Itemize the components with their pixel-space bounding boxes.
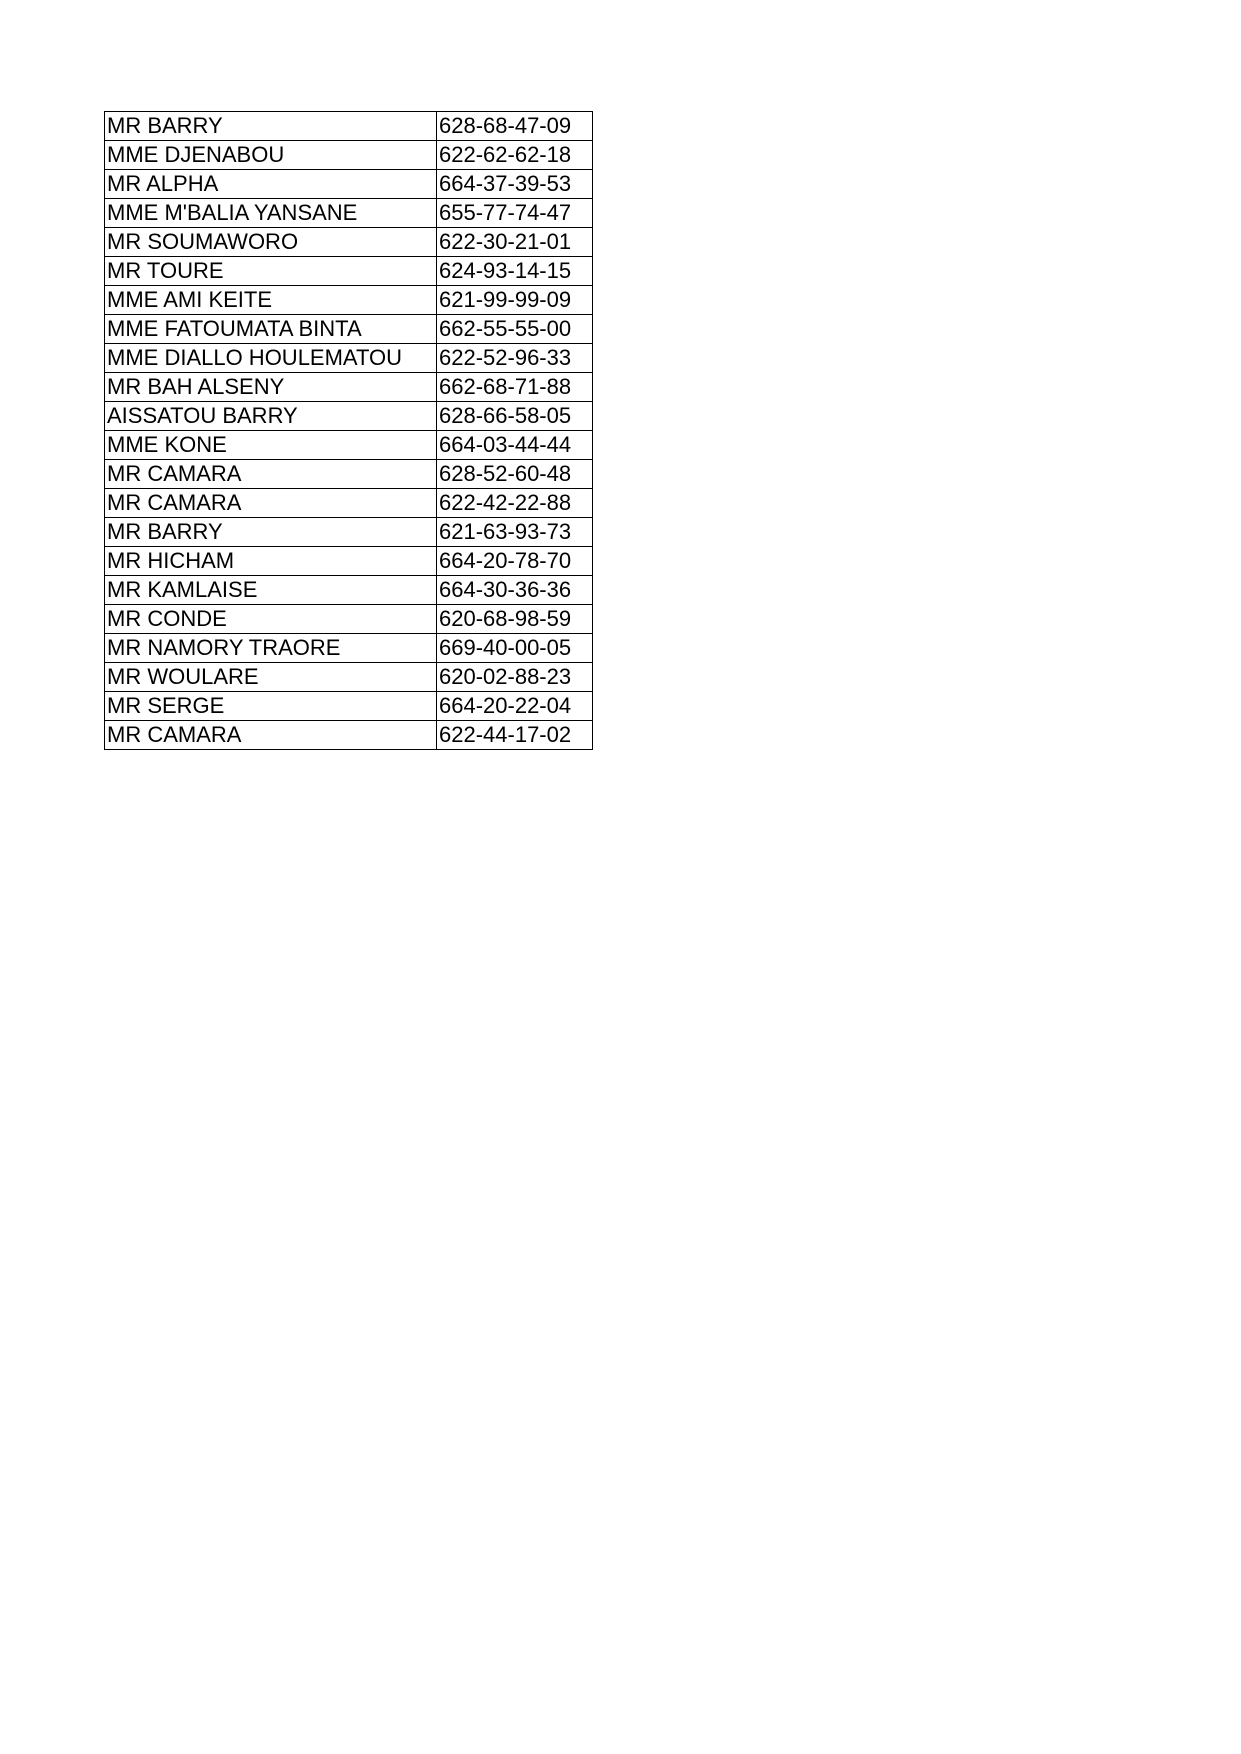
contact-name-cell: AISSATOU BARRY bbox=[105, 402, 437, 431]
contact-name-cell: MR SOUMAWORO bbox=[105, 228, 437, 257]
table-row bbox=[105, 112, 593, 141]
contact-name-cell: MR BARRY bbox=[105, 518, 437, 547]
contact-name-cell: MME DIALLO HOULEMATOU bbox=[105, 344, 437, 373]
contact-phone-cell: 628-68-47-09 bbox=[437, 112, 593, 141]
contact-phone-cell: 622-44-17-02 bbox=[437, 721, 593, 750]
table-row bbox=[105, 199, 593, 228]
contacts-table-body bbox=[105, 112, 593, 750]
contact-phone-cell: 622-62-62-18 bbox=[437, 141, 593, 170]
contact-phone-cell: 664-20-78-70 bbox=[437, 547, 593, 576]
table-row bbox=[105, 460, 593, 489]
contact-name-cell: MR CONDE bbox=[105, 605, 437, 634]
contact-name-cell: MR ALPHA bbox=[105, 170, 437, 199]
contact-name-cell: MR BARRY bbox=[105, 112, 437, 141]
table-row bbox=[105, 431, 593, 460]
contact-name-cell: MME M'BALIA YANSANE bbox=[105, 199, 437, 228]
table-row bbox=[105, 576, 593, 605]
contact-phone-cell: 662-68-71-88 bbox=[437, 373, 593, 402]
contact-phone-cell: 620-68-98-59 bbox=[437, 605, 593, 634]
table-row bbox=[105, 257, 593, 286]
table-row bbox=[105, 315, 593, 344]
contact-name-cell: MR SERGE bbox=[105, 692, 437, 721]
contact-name-cell: MR KAMLAISE bbox=[105, 576, 437, 605]
table-row bbox=[105, 692, 593, 721]
contact-phone-cell: 624-93-14-15 bbox=[437, 257, 593, 286]
contact-phone-cell: 664-37-39-53 bbox=[437, 170, 593, 199]
table-row bbox=[105, 605, 593, 634]
table-row bbox=[105, 489, 593, 518]
contact-name-cell: MR TOURE bbox=[105, 257, 437, 286]
contact-name-cell: MME AMI KEITE bbox=[105, 286, 437, 315]
contact-name-cell: MME KONE bbox=[105, 431, 437, 460]
table-row bbox=[105, 344, 593, 373]
table-row bbox=[105, 141, 593, 170]
contact-name-cell: MR CAMARA bbox=[105, 460, 437, 489]
table-row bbox=[105, 634, 593, 663]
contact-phone-cell: 621-99-99-09 bbox=[437, 286, 593, 315]
contact-phone-cell: 628-52-60-48 bbox=[437, 460, 593, 489]
contact-name-cell: MR HICHAM bbox=[105, 547, 437, 576]
contact-phone-cell: 669-40-00-05 bbox=[437, 634, 593, 663]
contact-name-cell: MR BAH ALSENY bbox=[105, 373, 437, 402]
contacts-table bbox=[104, 111, 593, 750]
contact-phone-cell: 628-66-58-05 bbox=[437, 402, 593, 431]
table-row bbox=[105, 547, 593, 576]
contact-phone-cell: 622-42-22-88 bbox=[437, 489, 593, 518]
contact-phone-cell: 621-63-93-73 bbox=[437, 518, 593, 547]
contact-name-cell: MR WOULARE bbox=[105, 663, 437, 692]
table-row bbox=[105, 228, 593, 257]
contact-phone-cell: 655-77-74-47 bbox=[437, 199, 593, 228]
contact-name-cell: MME DJENABOU bbox=[105, 141, 437, 170]
contact-phone-cell: 622-52-96-33 bbox=[437, 344, 593, 373]
contact-phone-cell: 664-20-22-04 bbox=[437, 692, 593, 721]
contact-name-cell: MME FATOUMATA BINTA bbox=[105, 315, 437, 344]
contact-phone-cell: 664-30-36-36 bbox=[437, 576, 593, 605]
table-row bbox=[105, 373, 593, 402]
table-row bbox=[105, 170, 593, 199]
contact-name-cell: MR CAMARA bbox=[105, 721, 437, 750]
contact-name-cell: MR NAMORY TRAORE bbox=[105, 634, 437, 663]
table-row bbox=[105, 518, 593, 547]
contact-phone-cell: 664-03-44-44 bbox=[437, 431, 593, 460]
table-row bbox=[105, 663, 593, 692]
table-row bbox=[105, 721, 593, 750]
contact-phone-cell: 622-30-21-01 bbox=[437, 228, 593, 257]
contact-phone-cell: 620-02-88-23 bbox=[437, 663, 593, 692]
table-row bbox=[105, 286, 593, 315]
contact-sheet bbox=[104, 111, 593, 750]
contact-name-cell: MR CAMARA bbox=[105, 489, 437, 518]
contact-phone-cell: 662-55-55-00 bbox=[437, 315, 593, 344]
table-row bbox=[105, 402, 593, 431]
